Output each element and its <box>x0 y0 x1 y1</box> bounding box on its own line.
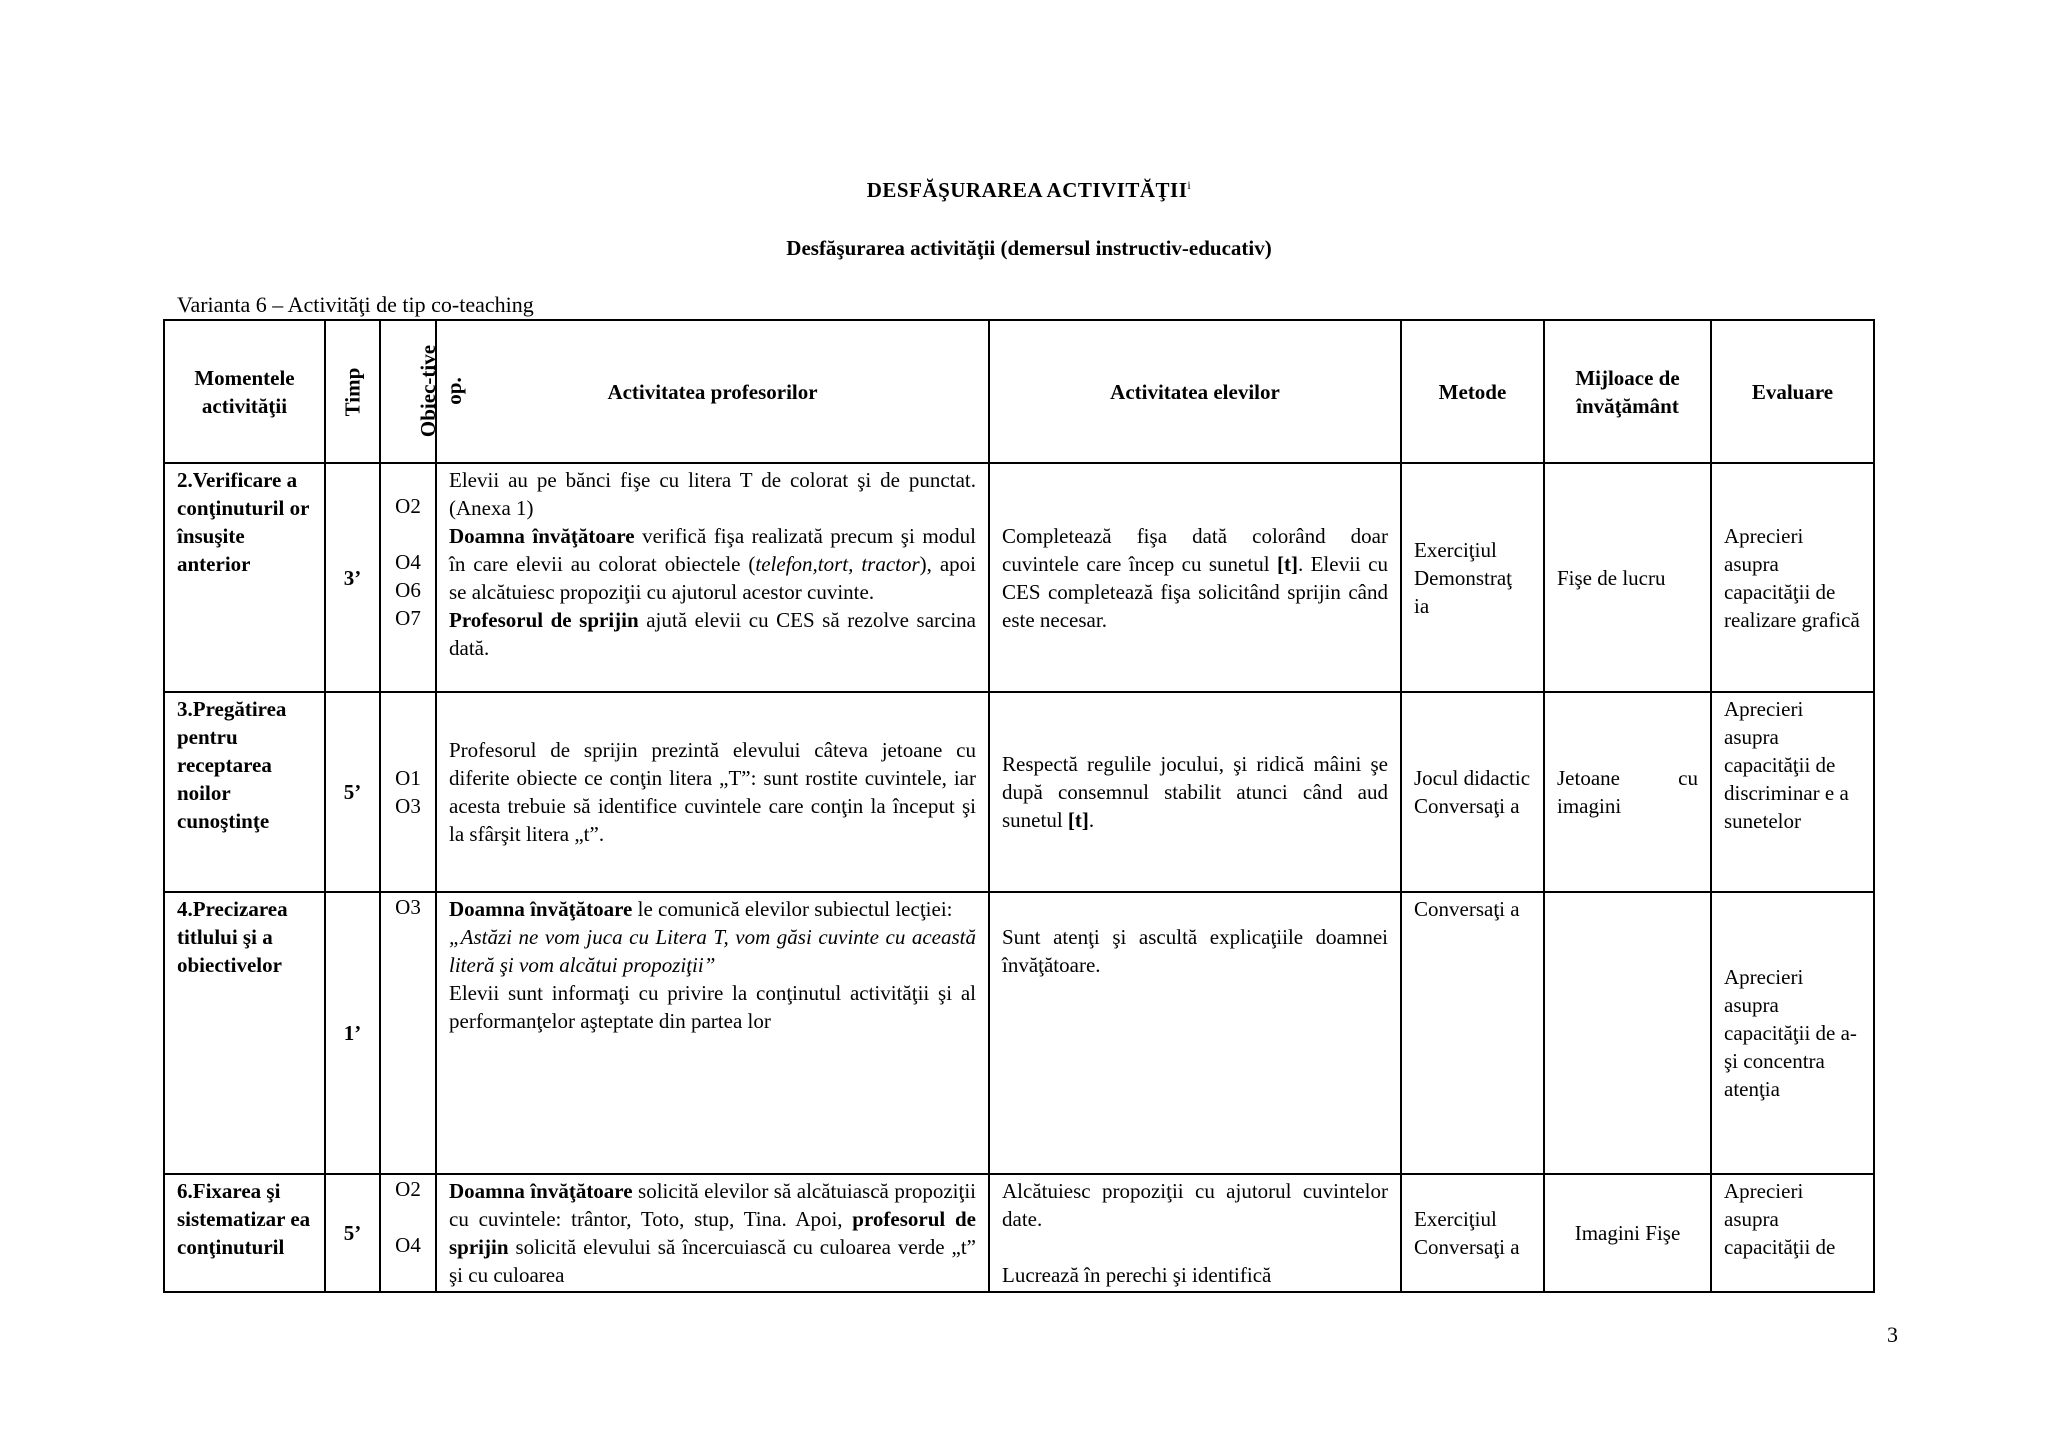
row-student-activity: Completează fişa dată colorând doar cuvintele care încep cu sunetul [t]. Elevii cu CES completează fişa solicitând sprijin când este necesar. <box>989 463 1401 692</box>
row-time: 5’ <box>325 1174 380 1292</box>
row-moment: 4.Precizarea titlului şi a obiectivelor <box>164 892 325 1174</box>
row-student-activity: Respectă regulile jocului, şi ridică mâini şe după consemnul stabilit atunci când aud sunetul [t]. <box>989 692 1401 892</box>
row-time: 1’ <box>325 892 380 1174</box>
row-means: Fişe de lucru <box>1544 463 1711 692</box>
variant-label: Varianta 6 – Activităţi de tip co-teaching <box>177 292 534 317</box>
row-moment: 2.Verificare a conţinuturil or însuşite anterior <box>164 463 325 692</box>
header-means: Mijloace de învăţământ <box>1544 320 1711 463</box>
table-row <box>164 1174 1874 1292</box>
row-teacher-activity: Profesorul de sprijin prezintă elevului câteva jetoane cu diferite obiecte ce conţin litera „T”: sunt rostite cuvintele, iar acesta trebuie să identifice cuvintele care conţin la început şi la sfârşit litera „t”. <box>436 692 989 892</box>
table-row <box>164 463 1874 692</box>
page-title: DESFĂŞURAREA ACTIVITĂŢII$^i$ <box>866 178 1192 202</box>
row-evaluation: Aprecieri asupra capacităţii de realizare grafică <box>1711 463 1874 692</box>
table-header-row <box>164 320 1874 463</box>
row-methods: Exerciţiul Demonstraţ ia <box>1401 463 1544 692</box>
row-evaluation: Aprecieri asupra capacităţii de discriminar e a sunetelor <box>1711 692 1874 892</box>
activity-table <box>163 319 1875 1293</box>
row-evaluation: Aprecieri asupra capacităţii de a-şi concentra atenţia <box>1711 892 1874 1174</box>
row-teacher-activity: Doamna învăţătoare solicită elevilor să alcătuiască propoziţii cu cuvintele: trântor, Toto, stup, Tina. Apoi, profesorul de sprijin solicită elevului să încercuiască cu culoarea verde „t” şi cu culoarea <box>436 1174 989 1292</box>
row-methods: Conversaţi a <box>1401 892 1544 1174</box>
row-means: Imagini Fişe <box>1544 1174 1711 1292</box>
row-methods: Jocul didactic Conversaţi a <box>1401 692 1544 892</box>
row-means: Jetoane cu imagini <box>1544 692 1711 892</box>
row-objectives: O1 O3 <box>380 692 436 892</box>
page-number: 3 <box>1887 1322 1898 1347</box>
header-evaluation: Evaluare <box>1711 320 1874 463</box>
header-students: Activitatea elevilor <box>989 320 1401 463</box>
header-methods: Metode <box>1401 320 1544 463</box>
header-objectives: Obiec-tive op. <box>380 320 436 463</box>
row-student-activity: Alcătuiesc propoziţii cu ajutorul cuvintelor date. Lucrează în perechi şi identifică <box>989 1174 1401 1292</box>
table-row <box>164 892 1874 1174</box>
row-means <box>1544 892 1711 1174</box>
row-student-activity: Sunt atenţi şi ascultă explicaţiile doamnei învăţătoare. <box>989 892 1401 1174</box>
header-teachers: Activitatea profesorilor <box>436 320 989 463</box>
row-time: 5’ <box>325 692 380 892</box>
endnote-marker: i <box>1187 178 1192 192</box>
row-objectives: O3 <box>380 892 436 1174</box>
page-subtitle: Desfăşurarea activităţii (demersul instructiv-educativ) <box>786 236 1272 260</box>
row-methods: Exerciţiul Conversaţi a <box>1401 1174 1544 1292</box>
header-moment: Momentele activităţii <box>164 320 325 463</box>
header-time: Timp <box>325 320 380 463</box>
row-teacher-activity: Elevii au pe bănci fişe cu litera T de colorat şi de punctat. (Anexa 1) Doamna învăţătoare verifică fişa realizată precum şi modul în care elevii au colorat obiectele (telefon,tort, tractor), apoi se alcătuiesc propoziţii cu ajutorul acestor cuvinte. Profesorul de sprijin ajută elevii cu CES să rezolve sarcina dată. <box>436 463 989 692</box>
row-objectives: O2 O4 <box>380 1174 436 1292</box>
table-row <box>164 692 1874 892</box>
row-moment: 3.Pregătirea pentru receptarea noilor cunoştinţe <box>164 692 325 892</box>
row-time: 3’ <box>325 463 380 692</box>
row-objectives: O2 O4 O6 O7 <box>380 463 436 692</box>
row-teacher-activity: Doamna învăţătoare le comunică elevilor subiectul lecţiei: „Astăzi ne vom juca cu Litera T, vom găsi cuvinte cu această literă şi vom alcătui propoziţii” Elevii sunt informaţi cu privire la conţinutul activităţii şi al performanţelor aşteptate din partea lor <box>436 892 989 1174</box>
row-evaluation: Aprecieri asupra capacităţii de <box>1711 1174 1874 1292</box>
row-moment: 6.Fixarea şi sistematizar ea conţinuturil <box>164 1174 325 1292</box>
